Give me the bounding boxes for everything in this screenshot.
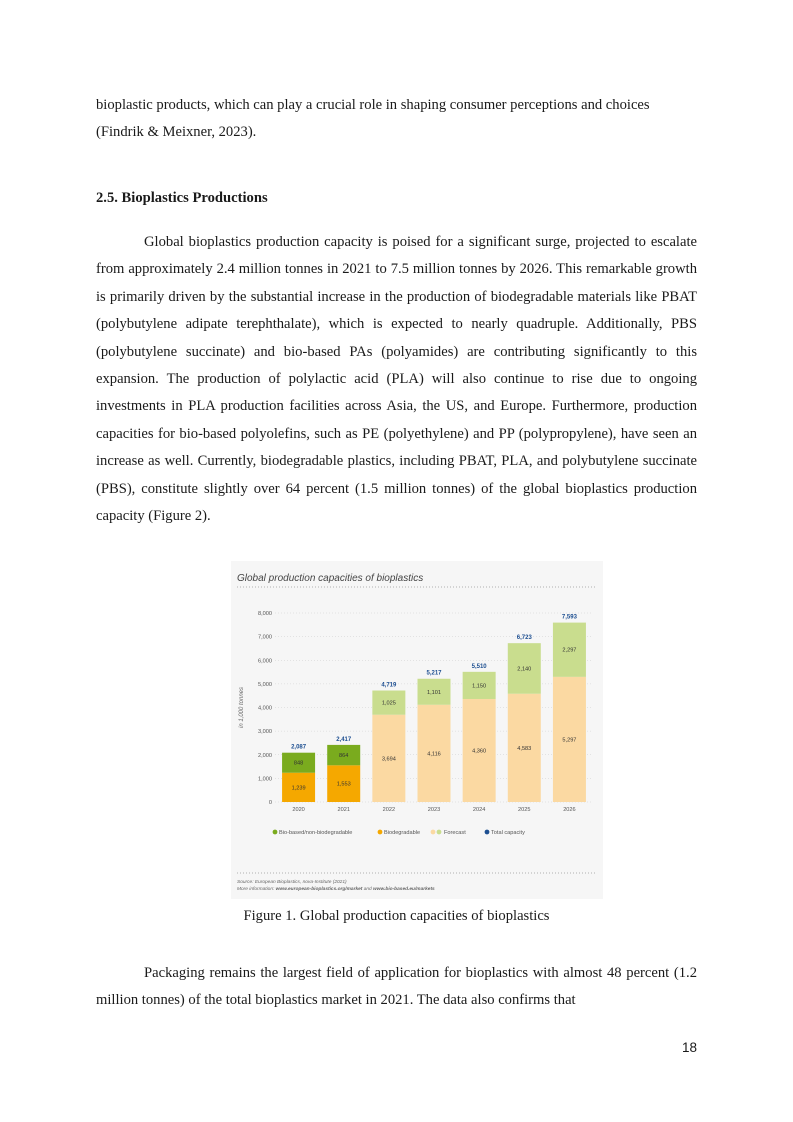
legend-dot-forecast-1 <box>431 830 436 835</box>
figure-chart <box>231 561 603 899</box>
legend-dot-forecast-2 <box>437 830 442 835</box>
section-heading: 2.5. Bioplastics Productions <box>96 190 268 206</box>
label-non-biodegradable-2025: 2,140 <box>517 666 532 673</box>
paragraph-3: Packaging remains the largest field of application for bioplastics with almost 48 percent (1.2 million tonnes) of the total bioplastics market in 2021. The data also confirms that <box>96 965 697 1009</box>
label-total-2020: 2,087 <box>291 744 307 751</box>
y-axis-label: in 1,000 tonnes <box>239 686 245 729</box>
x-tick-label: 2022 <box>382 807 396 813</box>
y-tick-label: 1,000 <box>258 776 272 783</box>
chart-title: Global production capacities of bioplastics <box>237 573 424 584</box>
legend-dot-biodegradable <box>378 830 383 835</box>
label-biodegradable-2026: 5,297 <box>562 737 577 744</box>
label-biodegradable-2024: 4,360 <box>472 748 487 755</box>
legend-forecast: Forecast <box>444 830 466 836</box>
y-tick-label: 4,000 <box>258 705 272 712</box>
figure-caption: Figure 1. Global production capacities of bioplastics <box>243 908 550 924</box>
more-info-link: www.bio-based.eu/markets <box>373 887 435 892</box>
label-non-biodegradable-2022: 1,025 <box>381 700 396 707</box>
label-total-2025: 6,723 <box>516 635 532 642</box>
x-tick-label: 2020 <box>292 807 305 813</box>
label-total-2021: 2,417 <box>336 736 352 743</box>
label-biodegradable-2021: 1,553 <box>336 781 351 788</box>
more-info-text: and <box>362 887 374 892</box>
legend-dot-non-biodegradable <box>273 830 278 835</box>
more-info-link: www.european-bioplastics.org/market <box>275 887 363 892</box>
x-tick-label: 2026 <box>563 807 576 813</box>
label-non-biodegradable-2026: 2,297 <box>562 647 577 654</box>
x-tick-label: 2025 <box>518 807 531 813</box>
label-non-biodegradable-2023: 1,101 <box>427 689 441 696</box>
label-total-2023: 5,217 <box>426 670 442 677</box>
legend-biodegradable: Biodegradable <box>384 830 421 836</box>
y-tick-label: 0 <box>268 800 272 806</box>
x-tick-label: 2021 <box>337 807 350 813</box>
label-biodegradable-2022: 3,694 <box>381 756 396 763</box>
bioplastics-chart-svg <box>231 561 603 899</box>
label-non-biodegradable-2024: 1,150 <box>472 683 487 690</box>
legend-non-biodegradable: Bio-based/non-biodegradable <box>279 830 353 836</box>
label-non-biodegradable-2021: 864 <box>339 753 349 760</box>
y-tick-label: 5,000 <box>258 681 272 688</box>
more-info-text: More information: <box>237 887 276 892</box>
paragraph-1-line-2: (Findrik & Meixner, 2023). <box>96 124 257 141</box>
y-tick-label: 3,000 <box>258 729 272 736</box>
label-biodegradable-2025: 4,583 <box>517 745 532 752</box>
legend-dot-total <box>485 830 490 835</box>
label-non-biodegradable-2020: 848 <box>293 760 304 767</box>
y-tick-label: 6,000 <box>258 658 272 665</box>
paragraph-2: Global bioplastics production capacity is poised for a significant surge, projected to escalate from approximately 2.4 million tonnes in 2021 to 7.5 million tonnes by 2026. This remarkable growth is primarily driven by the substantial increase in the production of biodegradable materials like PBAT (polybutylene adipate terephthalate), which is expected to nearly quadruple. Additionally, PBS (polybutylene succinate) and bio-based PAs (polyamides) are contributing significantly to this expansion. The production of polylactic acid (PLA) will also continue to rise due to ongoing investments in PLA production facilities across Asia, the US, and Europe. Furthermore, production capacities for bio-based polyolefins, such as PE (polyethylene) and PP (polypropylene), have seen an increase as well. Currently, biodegradable plastics, including PBAT, PLA, and polybutylene succinate (PBS), constitute slightly over 64 percent (1.5 million tonnes) of the global bioplastics production capacity (Figure 2). <box>96 234 697 525</box>
label-total-2026: 7,593 <box>561 614 577 621</box>
label-total-2022: 4,719 <box>381 682 397 689</box>
label-total-2024: 5,510 <box>471 663 487 670</box>
paragraph-1-line-1: bioplastic products, which can play a crucial role in shaping consumer perceptions and choices <box>96 97 650 113</box>
legend-total-capacity: Total capacity <box>491 830 525 836</box>
paragraph-1 <box>96 92 697 147</box>
source-line: Source: European Bioplastics, nova-Institute (2021) <box>237 880 347 885</box>
label-biodegradable-2023: 4,116 <box>427 751 441 758</box>
y-tick-label: 8,000 <box>258 611 272 617</box>
label-biodegradable-2020: 1,239 <box>291 785 306 792</box>
y-tick-label: 7,000 <box>258 634 272 641</box>
x-tick-label: 2024 <box>472 807 486 813</box>
page-number: 18 <box>681 1040 697 1055</box>
y-tick-label: 2,000 <box>258 752 272 759</box>
more-info-line <box>237 886 435 892</box>
x-tick-label: 2023 <box>427 807 441 813</box>
